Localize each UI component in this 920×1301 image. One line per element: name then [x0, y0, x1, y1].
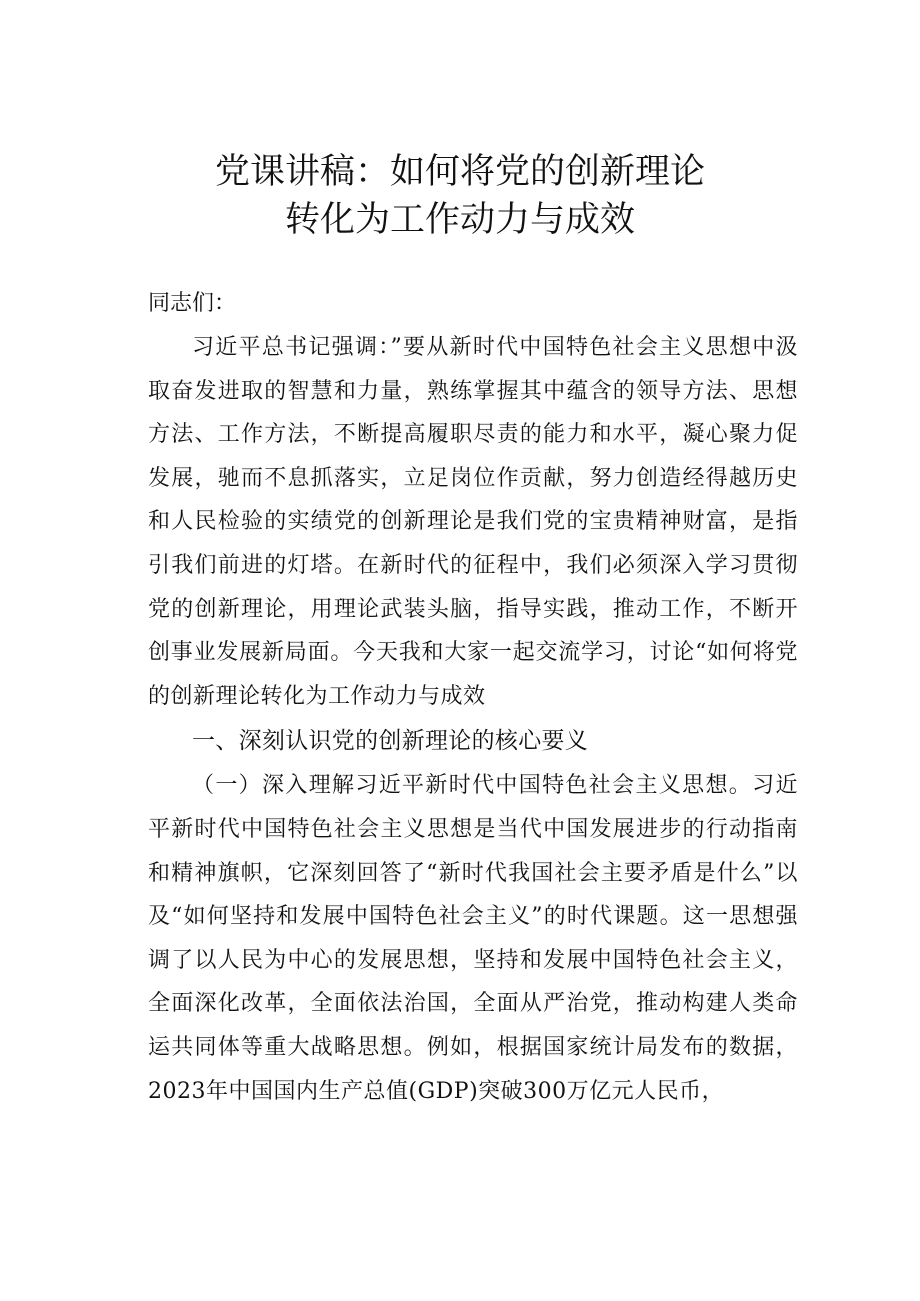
section-heading-1: 一、深刻认识党的创新理论的核心要义: [192, 728, 589, 755]
paragraph-section-1-1: （一）深入理解习近平新时代中国特色社会主义思想。习近平新时代中国特色社会主义思想是当代中国发展进步的行动指南和精神旗帜，它深刻回答了“新时代我国社会主要矛盾是什么”以及“如何坚持和发展中国特色社会主义”的时代课题。这一思想强调了以人民为中心的发展思想，坚持和发展中国特色社会主义，全面深化改革，全面依法治国，全面从严治党，推动构建人类命运共同体等重大战略思想。例如，根据国家统计局发布的数据，2023年中国国内生产总值(GDP)突破300万亿元人民币，: [148, 773, 798, 1104]
document-body: [148, 282, 798, 1113]
salutation: 同志们：: [148, 291, 237, 316]
document-title: [0, 148, 920, 244]
paragraph-intro: 习近平总书记强调：”要从新时代中国特色社会主义思想中汲取奋发进取的智慧和力量，熟练掌握其中蕴含的领导方法、思想方法、工作方法，不断提高履职尽责的能力和水平，凝心聚力促发展，驰而不息抓落实，立足岗位作贡献，努力创造经得越历史和人民检验的实绩党的创新理论是我们党的宝贵精神财富，是指引我们前进的灯塔。在新时代的征程中，我们必须深入学习贯彻党的创新理论，用理论武装头脑，指导实践，推动工作，不断开创事业发展新局面。今天我和大家一起交流学习，讨论“如何将党的创新理论转化为工作动力与成效: [148, 335, 798, 709]
title-line-1: 党课讲稿：如何将党的创新理论: [214, 152, 705, 192]
title-line-2: 转化为工作动力与成效: [284, 200, 635, 240]
